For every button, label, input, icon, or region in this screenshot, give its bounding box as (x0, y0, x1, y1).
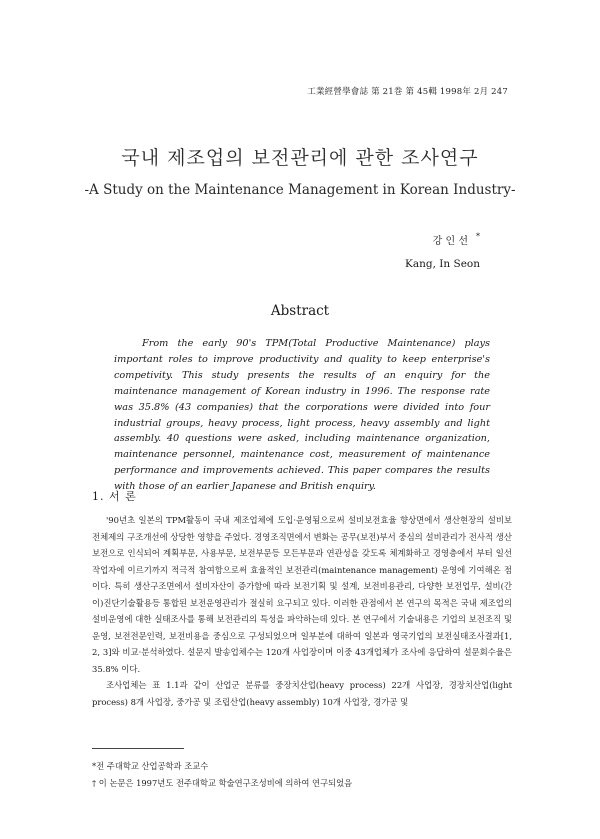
journal-citation: 工業經營學會誌 第 21巻 第 45輯 1998年 2月 247 (307, 87, 508, 97)
abstract-heading: Abstract (270, 303, 330, 319)
author-name-english: Kang, In Seon (404, 257, 480, 270)
section-heading-introduction: 1. 서 론 (92, 490, 137, 503)
introduction-body (92, 512, 512, 710)
author-block (405, 225, 480, 276)
title-english: -A Study on the Maintenance Management in Korean Industry- (84, 182, 516, 198)
footnotes (92, 758, 512, 792)
abstract-text: From the early 90's TPM(Total Productive Maintenance) plays important roles to improve productivity and quality to keep enterprise's competivity. This study presents the results of an enquiry for the maintenance management of Korean industry in 1996. The response rate was 35.8% (43 companies) that the corporations were divided into four industrial groups, heavy process, light process, heavy assembly and light assembly. 40 questions were asked, including maintenance organization, maintenance personnel, maintenance cost, measurement of maintenance performance and improvements achieved. This paper compares the results with those of an earlier Japanese and British enquiry. (114, 338, 490, 493)
footnote-funding: † 이 논문은 1997년도 전주대학교 학술연구조성비에 의하여 연구되었음 (92, 778, 353, 788)
author-footnote-marker: * (476, 232, 480, 241)
footnote-divider (92, 748, 184, 749)
introduction-paragraph: '90년초 일본의 TPM활동이 국내 제조업체에 도입·운영됨으로써 설비보전효율 향상면에서 생산현장의 설비보전체제의 구조개선에 상당한 영향을 주었다. 경영조직면에서 변화는 공무(보전)부서 중심의 설비관리가 전사적 생산보전으로 인식되어 계획부문, 사용부문, 보전부문등 모든부문과 연관성을 갖도록 체계화하고 경영층에서 부터 일선 작업자에 이르기까지 적극적 참여함으로써 효율적인 보전관리(maintenance management) 운영에 기여해온 점이다. 특히 생산구조면에서 설비자산이 증가함에 따라 보전기획 및 설계, 보전비용관리, 다양한 보전업무, 설비(간이)진단기술활용등 통합된 보전운영관리가 절실히 요구되고 있다. 이러한 관점에서 본 연구의 목적은 국내 제조업의 설비운영에 대한 실태조사를 통해 보전관리의 특성을 파악하는데 있다. 본 연구에서 기술내용은 기업의 보전조직 및 운영, 보전전문인력, 보전비용을 중심으로 구성되었으며 일부분에 대하여 일본과 영국기업의 보전실태조사결과[1, 2, 3]와 비교·분석하였다. 설문지 발송업체수는 120개 사업장이며 이중 43개업체가 조사에 응답하여 설문회수율은 35.8% 이다. (92, 515, 512, 674)
author-name-korean: 강 인 선 (432, 235, 468, 247)
introduction-paragraph: 조사업체는 표 1.1과 같이 산업군 분류를 중장치산업(heavy process) 22개 사업장, 경장치산업(light process) 8개 사업장, 중가공 및 조립산업(heavy assembly) 10개 사업장, 경가공 및 (92, 680, 512, 707)
title-korean: 국내 제조업의 보전관리에 관한 조사연구 (121, 147, 479, 169)
footnote-affiliation: *전 주대학교 산업공학과 조교수 (92, 761, 209, 771)
